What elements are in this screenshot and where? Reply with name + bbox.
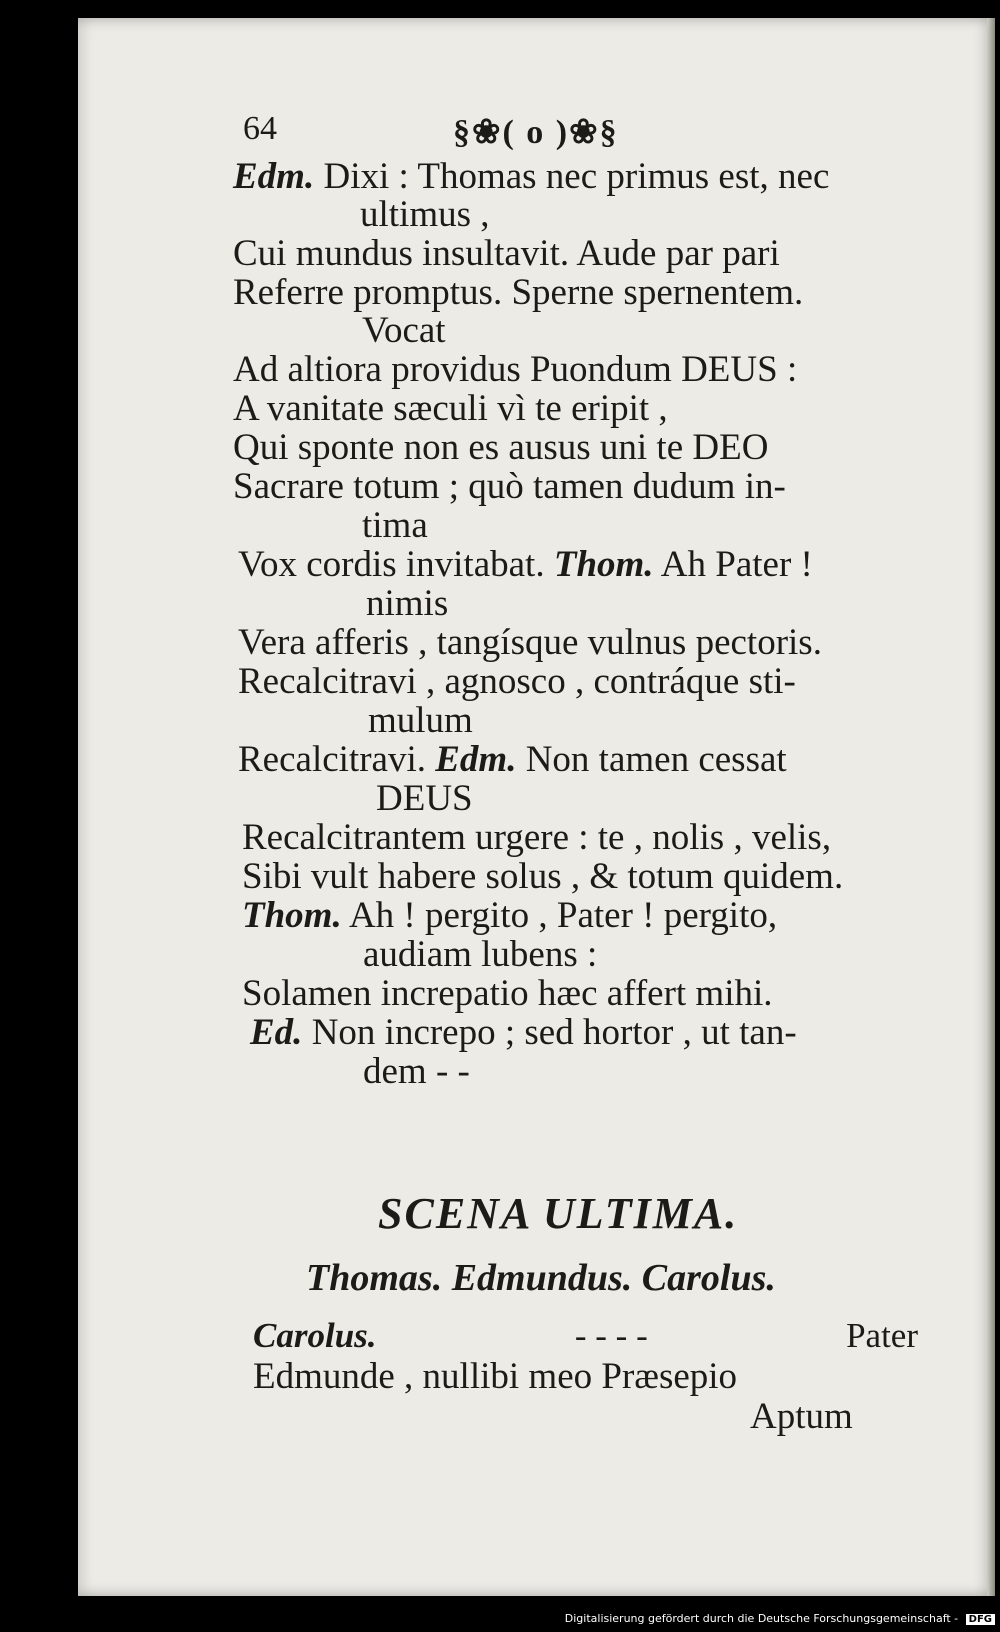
scene-persons: Thomas. Edmundus. Carolus. xyxy=(306,1257,776,1299)
text-line: Sibi vult habere solus , & totum quidem. xyxy=(242,856,844,897)
text-line: Recalcitrantem urgere : te , nolis , velis, xyxy=(242,817,832,858)
header-ornament: §❀( o )❀§ xyxy=(453,114,619,151)
speaker-label: Ed. xyxy=(250,1012,303,1053)
text-line: Recalcitravi , agnosco , contráque sti- xyxy=(238,661,796,702)
scene-title: SCENA ULTIMA. xyxy=(378,1189,739,1238)
text-line xyxy=(250,1014,797,1051)
text-line xyxy=(233,158,829,195)
text-line xyxy=(238,546,813,583)
verse-text: Ah ! pergito , Pater ! pergito, xyxy=(348,895,778,936)
verse-text: Ah Pater ! xyxy=(660,544,813,585)
text-line: dem - - xyxy=(363,1051,470,1092)
text-line: Vocat xyxy=(362,310,446,351)
text-line xyxy=(238,741,787,778)
verse-text: Pater xyxy=(846,1316,918,1355)
verse-text: Dixi : Thomas nec primus est, nec xyxy=(323,156,830,197)
text-line: nimis xyxy=(366,583,449,624)
dash-run: - - - - xyxy=(574,1316,648,1355)
text-line: Cui mundus insultavit. Aude par pari xyxy=(233,233,780,274)
text-line xyxy=(242,897,777,934)
text-line: Solamen increpatio hæc affert mihi. xyxy=(242,973,773,1014)
text-line xyxy=(253,1318,918,1353)
text-line: ultimus , xyxy=(360,194,490,235)
dfg-logo: DFG xyxy=(966,1614,995,1625)
text-line: Ad altiora providus Puondum DEUS : xyxy=(233,349,798,390)
text-line: Edmunde , nullibi meo Præsepio xyxy=(253,1356,738,1397)
speaker-label: Thom. xyxy=(242,895,342,936)
verse-text: Recalcitravi. xyxy=(238,739,426,780)
verse-text: Non tamen cessat xyxy=(525,739,787,780)
verse-text: Vox cordis invitabat. xyxy=(238,544,545,585)
speaker-label: Thom. xyxy=(553,544,654,585)
text-line: Referre promptus. Sperne spernentem. xyxy=(233,272,804,313)
text-line: A vanitate sæculi vì te eripit , xyxy=(233,388,668,429)
text-line: DEUS xyxy=(376,778,473,819)
digitization-credit xyxy=(0,1612,995,1625)
text-line: Qui sponte non es ausus uni te DEO xyxy=(233,427,769,468)
catchword: Aptum xyxy=(750,1396,853,1437)
book-page xyxy=(78,18,995,1596)
speaker-label: Edm. xyxy=(233,156,315,197)
text-line: Vera afferis , tangísque vulnus pectoris. xyxy=(238,622,822,663)
credit-text: Digitalisierung gefördert durch die Deutsche Forschungsgemeinschaft - xyxy=(564,1612,959,1625)
verse-text: Non increpo ; sed hortor , ut tan- xyxy=(311,1012,797,1053)
text-line: tima xyxy=(362,505,428,546)
text-line: Sacrare totum ; quò tamen dudum in- xyxy=(233,466,786,507)
text-line: audiam lubens : xyxy=(363,934,598,975)
page-number: 64 xyxy=(243,110,277,147)
text-line: mulum xyxy=(368,700,473,741)
speaker-label: Carolus. xyxy=(253,1316,377,1355)
page-text xyxy=(78,18,995,1596)
speaker-label: Edm. xyxy=(435,739,517,780)
